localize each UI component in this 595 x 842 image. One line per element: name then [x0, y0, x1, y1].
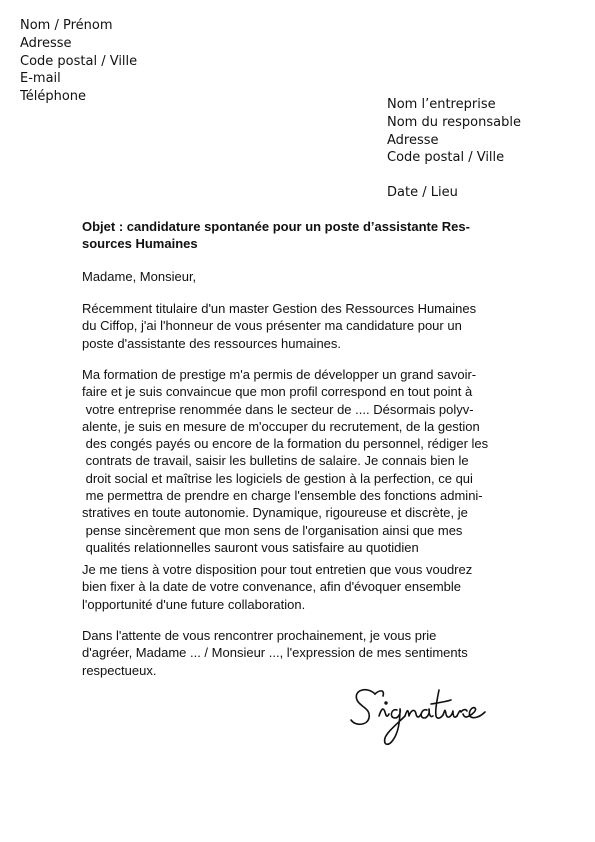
paragraph-availability — [82, 561, 512, 613]
paragraph-line: Récemment titulaire d'un master Gestion des Ressources Humaines — [82, 301, 477, 316]
date-place: Date / Lieu — [387, 185, 458, 200]
paragraph-line: des congés payés ou encore de la formation du personnel, rédiger les — [82, 436, 489, 452]
paragraph-line: poste d'assistante des ressources humaines. — [82, 335, 342, 351]
subject-line-text: sources Humaines — [82, 236, 198, 252]
recipient-company: Nom l’entreprise — [387, 97, 496, 112]
sender-name: Nom / Prénom — [20, 18, 113, 33]
paragraph-closing — [82, 627, 512, 679]
paragraph-line: stratives en toute autonomie. Dynamique, rigoureuse et discrète, je — [82, 505, 468, 521]
paragraph-line: pense sincèrement que mon sens de l'organisation ainsi que mes — [82, 522, 463, 538]
handwritten-signature — [345, 676, 495, 756]
sender-phone: Téléphone — [20, 89, 87, 105]
paragraph-line: faire et je suis convaincue que mon profil correspond en tout point à — [82, 384, 473, 400]
paragraph-line: me permettra de prendre en charge l'ensemble des fonctions admini- — [82, 488, 483, 504]
subject-line-text: Objet : candidature spontanée pour un poste d’assistante Res- — [82, 219, 470, 234]
recipient-block — [387, 96, 521, 167]
paragraph-line: Je me tiens à votre disposition pour tout entretien que vous voudrez — [82, 562, 473, 577]
paragraph-line: qualités relationnelles sauront vous satisfaire au quotidien — [82, 539, 419, 555]
recipient-manager: Nom du responsable — [387, 114, 521, 130]
paragraph-line: Dans l'attente de vous rencontrer prochainement, je vous prie — [82, 628, 437, 643]
recipient-address: Adresse — [387, 132, 439, 148]
paragraph-line: contrats de travail, saisir les bulletins de salaire. Je connais bien le — [82, 453, 469, 469]
sender-address: Adresse — [20, 35, 72, 51]
paragraph-line: Ma formation de prestige m'a permis de développer un grand savoir- — [82, 367, 477, 382]
sender-postal-city: Code postal / Ville — [20, 53, 138, 69]
sender-email: E-mail — [20, 71, 61, 87]
paragraph-line: d'agréer, Madame ... / Monsieur ..., l'expression de mes sentiments — [82, 645, 468, 661]
subject-line — [82, 218, 512, 253]
paragraph-skills — [82, 366, 512, 556]
paragraph-line: respectueux. — [82, 662, 157, 678]
salutation: Madame, Monsieur, — [82, 269, 197, 284]
paragraph-line: votre entreprise renommée dans le secteur de .... Désormais polyv- — [82, 401, 474, 417]
paragraph-line: alente, je suis en mesure de m'occuper du recrutement, de la gestion — [82, 418, 480, 434]
paragraph-line: du Ciffop, j'ai l'honneur de vous présenter ma candidature pour un — [82, 318, 462, 334]
paragraph-line: bien fixer à la date de votre convenance, afin d'évoquer ensemble — [82, 579, 462, 595]
paragraph-intro — [82, 300, 512, 352]
recipient-postal-city: Code postal / Ville — [387, 150, 505, 166]
paragraph-line: l'opportunité d'une future collaboration. — [82, 596, 306, 612]
paragraph-line: droit social et maîtrise les logiciels de gestion à la perfection, ce qui — [82, 470, 473, 486]
sender-block — [20, 17, 137, 106]
